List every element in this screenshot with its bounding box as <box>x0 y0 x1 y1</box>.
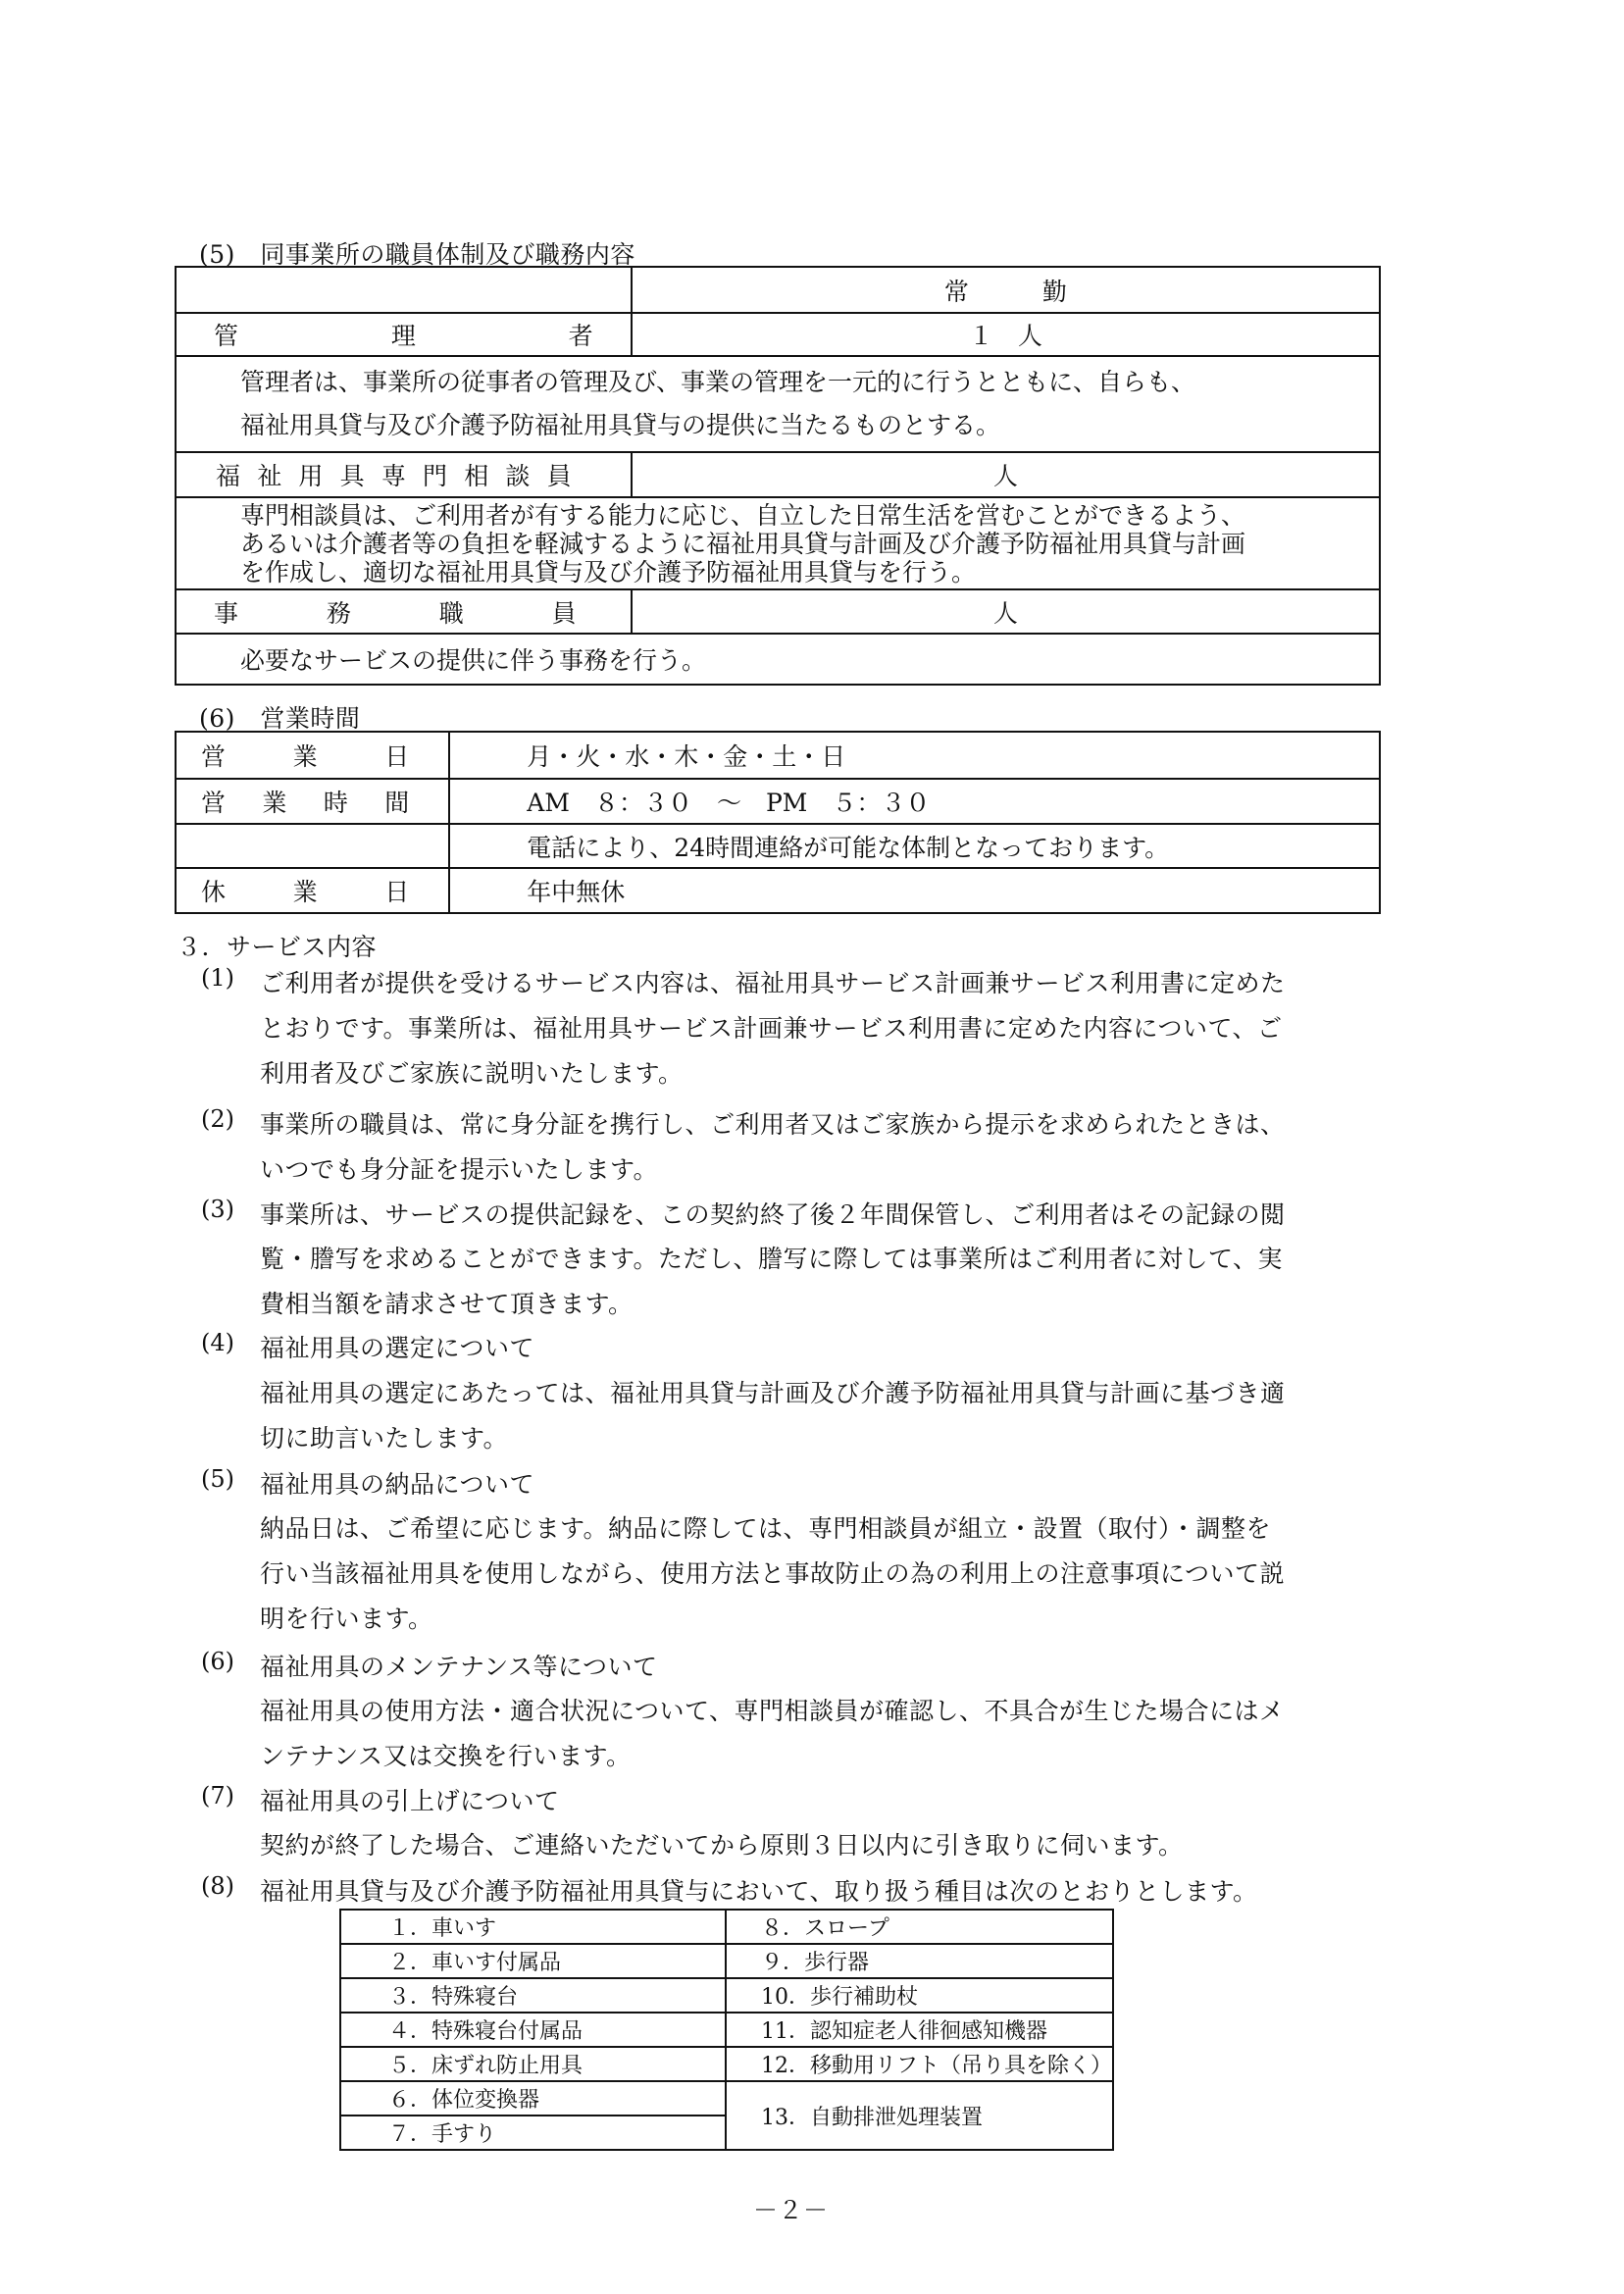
service-item-number: (4) <box>201 1329 234 1356</box>
equipment-item: ８．スロープ <box>726 1910 1113 1944</box>
service-item-number: (6) <box>201 1648 234 1675</box>
equipment-item: ６．体位変換器 <box>340 2081 726 2116</box>
equipment-item: 11．認知症老人徘徊感知機器 <box>726 2013 1113 2047</box>
staff-header-blank <box>176 267 632 313</box>
service-item-line: 行い当該福祉用具を使用しながら、使用方法と事故防止の為の利用上の注意事項について説 <box>260 1559 1286 1588</box>
hours-label-cell <box>176 868 449 913</box>
business-days-label: 営業日 <box>201 742 410 771</box>
service-item-line: 契約が終了した場合、ご連絡いただいてから原則３日以内に引き取りに伺います。 <box>260 1831 1184 1860</box>
service-item-number: (8) <box>201 1872 234 1900</box>
service-item-line: ご利用者が提供を受けるサービス内容は、福祉用具サービス計画兼サービス利用書に定めた <box>260 969 1286 997</box>
staff-col-header: 常 勤 <box>632 267 1380 313</box>
equipment-item: 10．歩行補助杖 <box>726 1978 1113 2013</box>
service-item-line: 覧・謄写を求めることができます。ただし、謄写に際しては事業所はご利用者に対して、実 <box>260 1245 1284 1273</box>
business-hours-value: AM ８：３０ ～ PM ５：３０ <box>449 779 1380 824</box>
hours-label-cell <box>176 779 449 824</box>
equipment-item: ２．車いす付属品 <box>340 1944 726 1978</box>
manager-label-cell <box>176 313 632 356</box>
service-item-number: (1) <box>201 964 234 992</box>
equipment-item: ３．特殊寝台 <box>340 1978 726 2013</box>
business-hours-label: 営業時間 <box>201 789 410 817</box>
service-item-line: 明を行います。 <box>260 1605 433 1633</box>
service-item-line: いつでも身分証を提示いたします。 <box>260 1155 659 1184</box>
service-item-line: とおりです。事業所は、福祉用具サービス計画兼サービス利用書に定めた内容について、ご <box>260 1014 1283 1043</box>
manager-desc-cell <box>176 356 1380 452</box>
service-item-line: ンテナンス又は交換を行います。 <box>260 1742 632 1770</box>
page-number: －２－ <box>753 2196 829 2224</box>
specialist-desc-line: 専門相談員は、ご利用者が有する能力に応じ、自立した日常生活を営むことができるよう、 <box>240 500 1246 530</box>
hours-table <box>175 731 1381 914</box>
hours-label-cell-empty <box>176 824 449 868</box>
specialist-count: 人 <box>632 452 1380 497</box>
clerk-count: 人 <box>632 589 1380 634</box>
equipment-item: １．車いす <box>340 1910 726 1944</box>
service-section-heading: ３．サービス内容 <box>177 933 378 961</box>
service-item-line: 納品日は、ご希望に応じます。納品に際しては、専門相談員が組立・設置（取付）・調整を <box>260 1514 1272 1543</box>
service-item-line: 福祉用具の使用方法・適合状況について、専門相談員が確認し、不具合が生じた場合にはメ <box>260 1697 1285 1725</box>
service-item-line: 利用者及びご家族に説明いたします。 <box>260 1059 684 1088</box>
service-item-line: 福祉用具の選定にあたっては、福祉用具貸与計画及び介護予防福祉用具貸与計画に基づき適 <box>260 1379 1286 1407</box>
clerk-desc: 必要なサービスの提供に伴う事務を行う。 <box>176 634 1380 685</box>
staff-table <box>175 266 1381 686</box>
clerk-label-cell <box>176 589 632 634</box>
equipment-item: 12．移動用リフト（吊り具を除く） <box>726 2047 1113 2081</box>
equipment-item: ７．手すり <box>340 2116 726 2150</box>
holiday-label: 休業日 <box>201 878 410 906</box>
manager-label: 管理者 <box>214 322 593 350</box>
hours-label-cell <box>176 732 449 779</box>
service-item-number: (5) <box>201 1465 234 1493</box>
specialist-label-cell <box>176 452 632 497</box>
specialist-desc-line: を作成し、適切な福祉用具貸与及び介護予防福祉用具貸与を行う。 <box>240 557 977 586</box>
service-item-line: 事業所の職員は、常に身分証を携行し、ご利用者又はご家族から提示を求められたときは、 <box>260 1110 1286 1139</box>
manager-desc-line: 福祉用具貸与及び介護予防福祉用具貸与の提供に当たるものとする。 <box>240 411 1001 439</box>
service-item-line: 福祉用具の引上げについて <box>260 1787 560 1815</box>
holiday-value: 年中無休 <box>449 868 1380 913</box>
manager-count: １ 人 <box>632 313 1380 356</box>
equipment-item: ５．床ずれ防止用具 <box>340 2047 726 2081</box>
manager-desc-line: 管理者は、事業所の従事者の管理及び、事業の管理を一元的に行うとともに、自らも、 <box>240 368 1196 396</box>
service-item-line: 費相当額を請求させて頂きます。 <box>260 1290 634 1318</box>
equipment-item: ４．特殊寝台付属品 <box>340 2013 726 2047</box>
clerk-label: 事務職員 <box>214 598 577 628</box>
equipment-item: 13．自動排泄処理装置 <box>726 2081 1113 2150</box>
specialist-desc-line: あるいは介護者等の負担を軽減するように福祉用具貸与計画及び介護予防福祉用具貸与計画 <box>240 529 1246 558</box>
hours-section-heading: (6) 営業時間 <box>199 704 361 733</box>
service-item-line: 福祉用具のメンテナンス等について <box>260 1653 658 1681</box>
staff-section-heading: (5) 同事業所の職員体制及び職務内容 <box>199 240 635 269</box>
specialist-label: 福祉用具専門相談員 <box>216 462 572 490</box>
service-item-line: 福祉用具の納品について <box>260 1470 535 1499</box>
phone-contact-value: 電話により、24時間連絡が可能な体制となっております。 <box>449 824 1380 868</box>
service-item-number: (7) <box>201 1782 234 1810</box>
service-item-line: 事業所は、サービスの提供記録を、この契約終了後２年間保管し、ご利用者はその記録の閲 <box>260 1200 1286 1229</box>
equipment-table <box>339 1909 1114 2151</box>
business-days-value: 月・火・水・木・金・土・日 <box>449 732 1380 779</box>
service-item-line: 福祉用具の選定について <box>260 1334 535 1362</box>
specialist-desc-cell <box>176 497 1380 589</box>
service-item-number: (3) <box>201 1196 234 1223</box>
service-item-line: 切に助言いたします。 <box>260 1424 509 1453</box>
service-item-number: (2) <box>201 1105 234 1133</box>
equipment-item: ９．歩行器 <box>726 1944 1113 1978</box>
service-item-line: 福祉用具貸与及び介護予防福祉用具貸与において、取り扱う種目は次のとおりとします。 <box>260 1877 1258 1906</box>
